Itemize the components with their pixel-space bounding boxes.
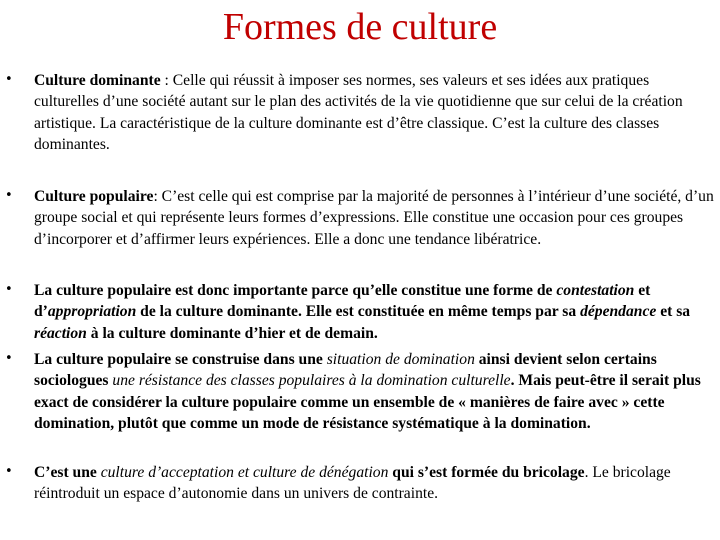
bullet-marker: • [5,464,13,479]
bullet-marker: • [5,351,13,366]
term-culture-dominante: Culture dominante [34,72,161,89]
bullet-text-bold [34,464,585,481]
bullet-marker: • [5,72,13,87]
bullet-domination [34,349,714,434]
bullet-text-bold [34,351,701,432]
emphasis-contestation: contestation [556,282,635,299]
bullet-marker: • [5,282,13,297]
text-run: et sa [656,303,691,321]
bullet-culture-populaire [34,186,714,250]
text-run: La culture populaire se construise dans une [34,351,327,368]
bullet-contestation [34,280,714,344]
emphasis-appropriation: appropriation [47,303,137,321]
emphasis-reaction: réaction [34,324,87,342]
text-run: à la culture dominante d’hier et de demain. [86,324,378,342]
emphasis-dependance: dépendance [580,303,657,321]
bullet-marker: • [5,188,13,203]
text-run: C’est une [34,464,101,481]
page-title: Formes de culture [222,6,498,48]
emphasis-situation-domination: situation de domination [326,351,475,368]
emphasis-resistance: une résistance des classes populaires à la domination culturelle [112,372,511,390]
text-run: et d’ [34,282,651,321]
text-run: La culture populaire est donc importante parce qu’elle constitue une forme de [34,282,557,299]
text-run: qui s’est formée du bricolage [388,464,585,481]
term-culture-populaire: Culture populaire [34,188,154,205]
bullet-text-bold [34,282,690,342]
text-run: . Mais peut-être il serait plus exact de considérer la culture populaire comme un ensemble de « manières de faire avec » cette domination, plutôt que comme un mode de résistance systématique à la domination. [34,372,701,432]
bullet-culture-dominante [34,70,714,155]
text-run: ainsi devient selon certains sociologues [34,351,657,390]
emphasis-acceptation: culture d’acceptation et culture de dénégation [100,464,389,481]
bullet-bricolage [34,462,714,505]
definition-culture-dominante: : Celle qui réussit à imposer ses normes, ses valeurs et ses idées aux pratiques culturelles d’une société autant sur le plan des activités de la vie quotidienne que sur celui de la création artistique. La caractéristique de la culture dominante est d’être classique. C’est la culture des classes dominantes. [34,72,683,153]
text-run: de la culture dominante. Elle est constituée en même temps par sa [136,303,581,321]
text-run: . Le bricolage réintroduit un espace d’autonomie dans un univers de contrainte. [34,464,671,503]
definition-culture-populaire: : C’est celle qui est comprise par la majorité de personnes à l’intérieur d’une société, d’un groupe social et qui représente leurs formes d’expressions. Elle constitue une occasion pour ces groupes d’incorporer et d’affirmer leurs expériences. Elle a donc une tendance libératrice. [34,188,714,248]
